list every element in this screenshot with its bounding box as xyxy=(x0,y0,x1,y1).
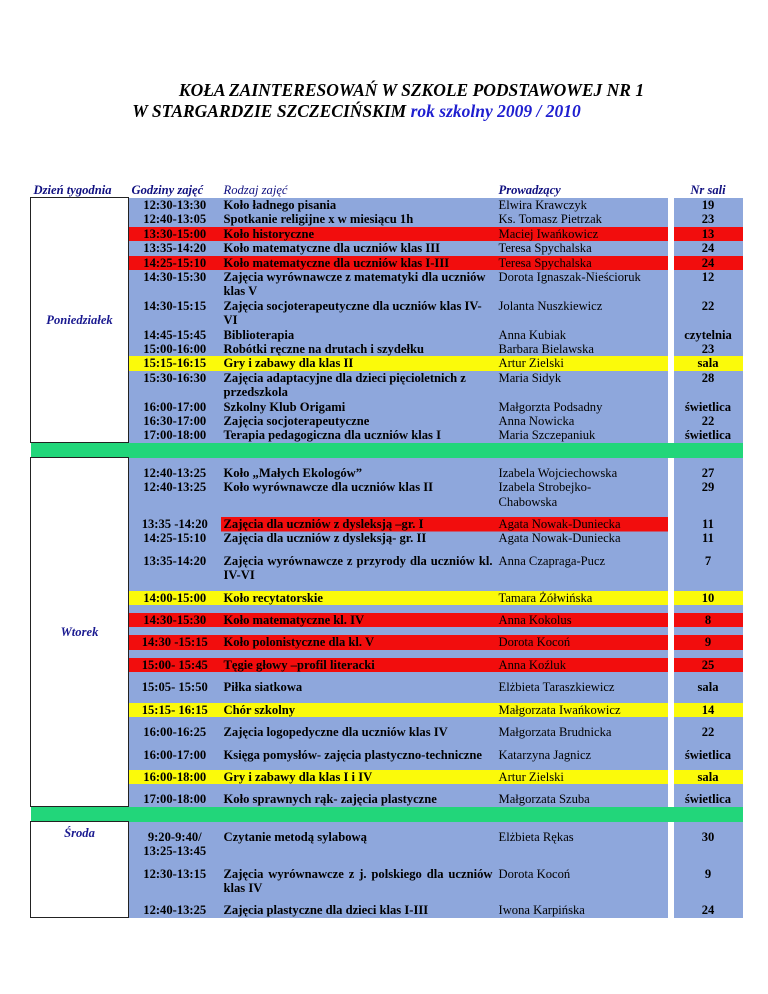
activity-cell: Czytanie metodą sylabową xyxy=(221,830,496,859)
schedule-row xyxy=(31,256,743,270)
hours-cell: 13:35 -14:20 14:25-15:10 xyxy=(129,517,221,546)
activity-cell: Koło matematyczne kl. IV xyxy=(221,613,496,627)
activity-cell: Zajęcia socjoterapeutyczne xyxy=(221,414,496,428)
activity-cell: Koło historyczne xyxy=(221,227,496,241)
teacher-cell: Elwira Krawczyk xyxy=(496,198,668,212)
hours-cell: 12:40-13:25 xyxy=(129,903,221,917)
hours-cell: 15:00-16:00 xyxy=(129,342,221,356)
day-label: Środa xyxy=(31,822,129,918)
activity-cell: Robótki ręczne na drutach i szydełku xyxy=(221,342,496,356)
teacher-cell: Barbara Bielawska xyxy=(496,342,668,356)
room-cell: 9 xyxy=(674,635,743,649)
row-spacer xyxy=(31,695,743,703)
hours-cell: 12:40-13:25 12:40-13:25 xyxy=(129,466,221,509)
teacher-cell: Ks. Tomasz Pietrzak xyxy=(496,212,668,226)
row-spacer xyxy=(31,822,743,830)
hours-cell: 14:30 -15:15 xyxy=(129,635,221,649)
room-cell: 25 xyxy=(674,658,743,672)
teacher-cell: Małgorzata Iwańkowicz xyxy=(496,703,668,717)
row-spacer xyxy=(31,672,743,680)
teacher-cell: Maria Szczepaniuk xyxy=(496,428,668,442)
row-spacer xyxy=(31,859,743,867)
teacher-cell: Anna Kokolus xyxy=(496,613,668,627)
day-separator xyxy=(31,807,743,822)
activity-cell: Zajęcia wyrównawcze z matematyki dla uczniów klas V xyxy=(221,270,496,299)
hours-cell: 16:00-17:00 xyxy=(129,748,221,762)
schedule-row xyxy=(31,770,743,784)
day-label: Wtorek xyxy=(31,458,129,807)
schedule-row xyxy=(31,554,743,583)
schedule-row xyxy=(31,466,743,509)
room-cell: 19 xyxy=(674,198,743,212)
hours-cell: 14:25-15:10 xyxy=(129,256,221,270)
activity-cell: Koło matematyczne dla uczniów klas III xyxy=(221,241,496,255)
activity-cell: Zajęcia socjoterapeutyczne dla uczniów klas IV- VI xyxy=(221,299,496,328)
room-cell: 10 xyxy=(674,591,743,605)
hours-cell: 14:30-15:30 xyxy=(129,270,221,299)
activity-cell: Zajęcia adaptacyjne dla dzieci pięcioletnich z przedszkola xyxy=(221,371,496,400)
activity-cell: Księga pomysłów- zajęcia plastyczno-techniczne xyxy=(221,748,496,762)
teacher-cell: Teresa Spychalska xyxy=(496,256,668,270)
row-spacer xyxy=(31,546,743,554)
schedule-row xyxy=(31,428,743,442)
hours-cell: 14:30-15:15 xyxy=(129,299,221,328)
teacher-cell: Dorota Kocoń xyxy=(496,635,668,649)
title-line-1: KOŁA ZAINTERESOWAŃ W SZKOLE PODSTAWOWEJ NR 1 xyxy=(178,80,645,100)
schedule-row xyxy=(31,703,743,717)
schedule-row xyxy=(31,299,743,328)
header-day: Dzień tygodnia xyxy=(31,183,129,198)
header-type: Rodzaj zajęć xyxy=(221,183,496,198)
schedule-body xyxy=(31,183,743,918)
activity-cell: Zajęcia wyrównawcze z j. polskiego dla uczniów klas IV xyxy=(221,867,496,896)
room-cell: 13 xyxy=(674,227,743,241)
schedule-row xyxy=(31,725,743,739)
room-cell: 24 xyxy=(674,903,743,917)
hours-cell: 13:35-14:20 xyxy=(129,241,221,255)
room-cell: 24 xyxy=(674,241,743,255)
activity-cell: Koło polonistyczne dla kl. V xyxy=(221,635,496,649)
room-cell: 14 xyxy=(674,703,743,717)
activity-cell: Tęgie głowy –profil literacki xyxy=(221,658,496,672)
hours-cell: 16:30-17:00 xyxy=(129,414,221,428)
room-cell: 11 11 xyxy=(674,517,743,546)
header-teacher: Prowadzący xyxy=(496,183,668,198)
day-separator xyxy=(31,443,743,458)
teacher-cell: Artur Zielski xyxy=(496,770,668,784)
teacher-cell: Artur Zielski xyxy=(496,356,668,370)
hours-cell: 14:45-15:45 xyxy=(129,328,221,342)
activity-cell: Koło matematyczne dla uczniów klas I-III xyxy=(221,256,496,270)
hours-cell: 9:20-9:40/ 13:25-13:45 xyxy=(129,830,221,859)
teacher-cell: Dorota Kocoń xyxy=(496,867,668,896)
hours-cell: 15:05- 15:50 xyxy=(129,680,221,694)
room-cell: 12 xyxy=(674,270,743,299)
room-cell: 28 xyxy=(674,371,743,400)
schedule-row xyxy=(31,270,743,299)
hours-cell: 17:00-18:00 xyxy=(129,428,221,442)
row-spacer xyxy=(31,740,743,748)
room-cell: 22 xyxy=(674,414,743,428)
teacher-cell: Agata Nowak-Duniecka Agata Nowak-Duniecka xyxy=(496,517,668,546)
row-spacer xyxy=(31,895,743,903)
schedule-row xyxy=(31,591,743,605)
room-cell: 22 xyxy=(674,299,743,328)
schedule-row xyxy=(31,517,743,546)
hours-cell: 16:00-16:25 xyxy=(129,725,221,739)
document-title xyxy=(0,80,768,122)
room-cell: czytelnia xyxy=(674,328,743,342)
hours-cell: 12:30-13:15 xyxy=(129,867,221,896)
activity-cell: Spotkanie religijne x w miesiącu 1h xyxy=(221,212,496,226)
teacher-cell: Anna Koźluk xyxy=(496,658,668,672)
header-hours: Godziny zajęć xyxy=(129,183,221,198)
hours-cell: 16:00-17:00 xyxy=(129,400,221,414)
teacher-cell: Katarzyna Jagnicz xyxy=(496,748,668,762)
teacher-cell: Małgorzata Brudnicka xyxy=(496,725,668,739)
activity-cell: Koło sprawnych rąk- zajęcia plastyczne xyxy=(221,792,496,806)
schedule-row xyxy=(31,613,743,627)
row-spacer xyxy=(31,605,743,613)
room-cell: sala xyxy=(674,680,743,694)
hours-cell: 12:30-13:30 xyxy=(129,198,221,212)
activity-cell: Biblioterapia xyxy=(221,328,496,342)
schedule-row xyxy=(31,748,743,762)
room-cell: 23 xyxy=(674,342,743,356)
row-spacer xyxy=(31,650,743,658)
day-label: Poniedziałek xyxy=(31,198,129,443)
teacher-cell: Anna Nowicka xyxy=(496,414,668,428)
teacher-cell: Maria Sidyk xyxy=(496,371,668,400)
activity-cell: Chór szkolny xyxy=(221,703,496,717)
schedule-row xyxy=(31,371,743,400)
room-cell: 9 xyxy=(674,867,743,896)
schedule-row xyxy=(31,680,743,694)
activity-cell: Terapia pedagogiczna dla uczniów klas I xyxy=(221,428,496,442)
room-cell: 8 xyxy=(674,613,743,627)
header-row xyxy=(31,183,743,198)
hours-cell: 13:30-15:00 xyxy=(129,227,221,241)
hours-cell: 16:00-18:00 xyxy=(129,770,221,784)
activity-cell: Piłka siatkowa xyxy=(221,680,496,694)
room-cell: świetlica xyxy=(674,428,743,442)
room-cell: 7 xyxy=(674,554,743,583)
schedule-row xyxy=(31,400,743,414)
teacher-cell: Małgorzata Szuba xyxy=(496,792,668,806)
room-cell: 30 xyxy=(674,830,743,859)
row-spacer xyxy=(31,784,743,792)
teacher-cell: Anna Czapraga-Pucz xyxy=(496,554,668,583)
activity-cell: Zajęcia wyrównawcze z przyrody dla uczniów kl. IV-VI xyxy=(221,554,496,583)
schedule-row xyxy=(31,198,743,212)
schedule-row xyxy=(31,227,743,241)
hours-cell: 13:35-14:20 xyxy=(129,554,221,583)
room-cell: 23 xyxy=(674,212,743,226)
schedule-sheet xyxy=(30,183,742,918)
activity-cell: Gry i zabawy dla klas I i IV xyxy=(221,770,496,784)
hours-cell: 14:30-15:30 xyxy=(129,613,221,627)
room-cell: 22 xyxy=(674,725,743,739)
teacher-cell: Maciej Iwańkowicz xyxy=(496,227,668,241)
activity-cell: Zajęcia dla uczniów z dysleksją –gr. I Zajęcia dla uczniów z dysleksją- gr. II xyxy=(221,517,496,546)
schedule-row xyxy=(31,830,743,859)
activity-cell: Koło ładnego pisania xyxy=(221,198,496,212)
row-spacer xyxy=(31,717,743,725)
schedule-row xyxy=(31,658,743,672)
hours-cell: 12:40-13:05 xyxy=(129,212,221,226)
teacher-cell: Elżbieta Rękas xyxy=(496,830,668,859)
teacher-cell: Małgorzta Podsadny xyxy=(496,400,668,414)
activity-cell: Zajęcia plastyczne dla dzieci klas I-III xyxy=(221,903,496,917)
teacher-cell: Tamara Żółwińska xyxy=(496,591,668,605)
row-spacer xyxy=(31,762,743,770)
hours-cell: 15:30-16:30 xyxy=(129,371,221,400)
hours-cell: 14:00-15:00 xyxy=(129,591,221,605)
teacher-cell: Izabela Wojciechowska Izabela Strobejko- Chabowska xyxy=(496,466,668,509)
hours-cell: 15:00- 15:45 xyxy=(129,658,221,672)
row-spacer xyxy=(31,509,743,517)
activity-cell: Koło recytatorskie xyxy=(221,591,496,605)
activity-cell: Koło „Małych Ekologów” Koło wyrównawcze dla uczniów klas II xyxy=(221,466,496,509)
activity-cell: Szkolny Klub Origami xyxy=(221,400,496,414)
schedule-row xyxy=(31,414,743,428)
schedule-table xyxy=(30,183,743,918)
activity-cell: Gry i zabawy dla klas II xyxy=(221,356,496,370)
room-cell: sala xyxy=(674,356,743,370)
title-line-2 xyxy=(0,101,768,122)
hours-cell: 15:15-16:15 xyxy=(129,356,221,370)
schedule-row xyxy=(31,867,743,896)
teacher-cell: Jolanta Nuszkiewicz xyxy=(496,299,668,328)
schedule-row xyxy=(31,342,743,356)
teacher-cell: Elżbieta Taraszkiewicz xyxy=(496,680,668,694)
school-year: rok szkolny 2009 / 2010 xyxy=(410,101,581,121)
room-cell: sala xyxy=(674,770,743,784)
header-room: Nr sali xyxy=(674,183,743,198)
schedule-row xyxy=(31,212,743,226)
schedule-row xyxy=(31,328,743,342)
schedule-row xyxy=(31,356,743,370)
row-spacer xyxy=(31,458,743,466)
schedule-row xyxy=(31,792,743,806)
schedule-row xyxy=(31,635,743,649)
teacher-cell: Teresa Spychalska xyxy=(496,241,668,255)
room-cell: 27 29 xyxy=(674,466,743,509)
room-cell: świetlica xyxy=(674,400,743,414)
teacher-cell: Dorota Ignaszak-Nieścioruk xyxy=(496,270,668,299)
room-cell: świetlica xyxy=(674,792,743,806)
row-spacer xyxy=(31,583,743,591)
schedule-row xyxy=(31,903,743,917)
activity-cell: Zajęcia logopedyczne dla uczniów klas IV xyxy=(221,725,496,739)
title-school-city: W STARGARDZIE SZCZECIŃSKIM xyxy=(132,101,407,121)
room-cell: 24 xyxy=(674,256,743,270)
teacher-cell: Anna Kubiak xyxy=(496,328,668,342)
room-cell: świetlica xyxy=(674,748,743,762)
teacher-cell: Iwona Karpińska xyxy=(496,903,668,917)
hours-cell: 15:15- 16:15 xyxy=(129,703,221,717)
row-spacer xyxy=(31,627,743,635)
schedule-row xyxy=(31,241,743,255)
hours-cell: 17:00-18:00 xyxy=(129,792,221,806)
